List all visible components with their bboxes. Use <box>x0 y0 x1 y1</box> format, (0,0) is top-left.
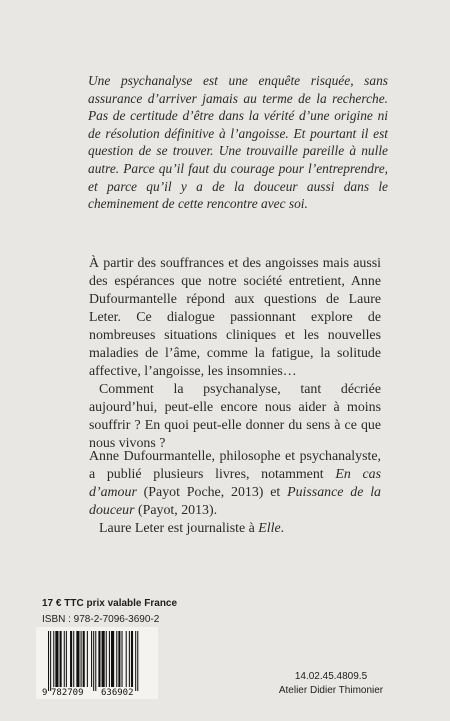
barcode-bar <box>66 631 67 687</box>
barcode-digit-lead: 9 <box>42 688 48 698</box>
cover-quote <box>88 72 388 213</box>
description-paragraph-2: Comment la psychanalyse, tant décriée aujourd’hui, peut-elle encore nous aider à moins souffrir ? En quoi peut-elle donner du sens à ce que nous vivons ? <box>89 382 381 451</box>
barcode-bar <box>131 631 133 687</box>
bio-text: (Payot, 2013). <box>134 503 218 518</box>
barcode-bar <box>53 631 54 687</box>
bio-text: Laure Leter est journaliste à <box>99 521 259 536</box>
barcode <box>36 627 158 699</box>
reference-code: 14.02.45.4809.5 <box>294 671 368 682</box>
barcode-digits-left: 782709 <box>51 688 84 698</box>
bio-paragraph-1 <box>89 448 381 520</box>
book-title-1: En cas d’amour <box>89 467 382 500</box>
designer-credit: Atelier Didier Thimonier <box>278 685 384 696</box>
barcode-bar <box>50 631 51 691</box>
author-bio <box>89 448 381 538</box>
barcode-bar <box>129 631 130 687</box>
barcode-bar <box>93 631 94 691</box>
barcode-bar <box>98 631 100 687</box>
bio-paragraph-2 <box>89 520 381 538</box>
bio-text: . <box>280 521 285 536</box>
barcode-bar <box>126 631 127 687</box>
barcode-bar <box>111 631 114 687</box>
barcode-bar <box>64 631 65 687</box>
barcode-bar <box>91 631 92 687</box>
barcode-bar <box>95 631 96 691</box>
quote-text: Une psychanalyse est une enquête risquée, sans assurance d’arriver jamais au terme de la recherche. Pas de certitude d’être dans la vérité d’une origine ni de résolution définitive à l’angoisse. Et pourtant il est question de se trouver. Une trouvaille pareille à nulle autre. Parce qu’il faut du courage pour l’entreprendre, et parce qu’il y a de la douceur aussi dans le cheminement de cette rencontre avec soi. <box>88 73 388 212</box>
barcode-bar <box>106 631 107 687</box>
barcode-bar <box>116 631 117 687</box>
barcode-bar <box>73 631 74 687</box>
bio-text: (Payot Poche, 2013) et <box>136 485 288 500</box>
barcode-bar <box>118 631 120 687</box>
barcode-bar <box>76 631 79 687</box>
price-label: 17 € TTC prix valable France <box>42 598 178 609</box>
barcode-bar <box>87 631 88 687</box>
barcode-bar <box>48 631 49 691</box>
barcode-bar <box>102 631 105 687</box>
barcode-bar <box>122 631 123 687</box>
barcode-bar <box>55 631 58 687</box>
barcode-bar <box>109 631 110 687</box>
barcode-bar <box>135 631 136 691</box>
barcode-bar <box>137 631 138 691</box>
isbn-label: ISBN : 978-2-7096-3690-2 <box>42 614 160 625</box>
barcode-bar <box>81 631 82 687</box>
imprint-info <box>262 670 400 698</box>
bio-text: Anne Dufourmantelle, philosophe et psychanalyste, a publié plusieurs livres, notamment <box>89 449 381 482</box>
barcode-digits-right: 636902 <box>101 688 134 698</box>
barcode-bar <box>70 631 72 687</box>
book-title-2: Puissance de la douceur <box>89 485 381 518</box>
barcode-bar <box>83 631 85 687</box>
barcode-bar <box>60 631 62 687</box>
book-description <box>89 255 381 453</box>
description-paragraph-1: À partir des souffrances et des angoisses mais aussi des espérances que notre société entretient, Anne Dufourmantelle répond aux questions de Laure Leter. Ce dialogue passionnant explore de nombreuses situations cliniques et les nouvelles maladies de l’âme, comme la fatigue, la solitude affective, l’angoisse, les insomnies… <box>89 256 381 379</box>
magazine-name: Elle <box>258 521 281 536</box>
